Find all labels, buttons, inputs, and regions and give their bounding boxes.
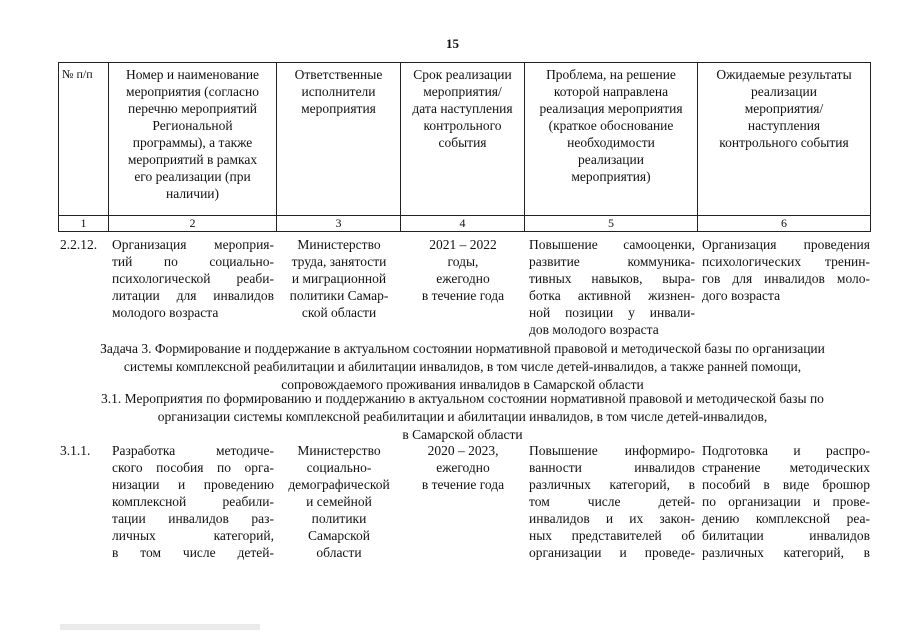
scan-artifact: [60, 624, 260, 630]
term: 2020 – 2023, ежегодно в течение года: [421, 443, 505, 492]
problem: Повышение информиро- ванности инвалидов различных категорий, в том числе детей- инвалидов и их закон- ных представителей об организации и проведе-: [529, 443, 695, 560]
header-term: Срок реализации мероприятия/ дата наступления контрольного события: [401, 63, 525, 216]
header-expected-results: Ожидаемые результаты реализации мероприятия/ наступления контрольного события: [698, 63, 871, 216]
expected-result: Подготовка и распро- странение методических пособий в виде брошюр по организации и прове- дению комплексной реа- билитации инвалидов различных категорий, в: [702, 443, 870, 560]
column-number: 4: [401, 216, 525, 232]
column-number: 6: [698, 216, 871, 232]
event-name: Организация мероприя- тий по социально- психологической реаби- литации для инвалидов молодого возраста: [112, 237, 274, 320]
section-3-1-heading: 3.1. Мероприятия по формированию и поддержанию в актуальном состоянии нормативной правовой и методической базы по организации системы комплексной реабилитации и абилитации инвалидов, в том числе детей-инвалидов, в Самарской области: [101, 391, 824, 442]
task-3-heading: Задача 3. Формирование и поддержание в актуальном состоянии нормативной правовой и методической базы по организации системы комплексной реабилитации и абилитации инвалидов, в том числе детей-инвалидов, а также ранней помощи, сопровождаемого проживания инвалидов в Самарской области: [100, 341, 825, 392]
term: 2021 – 2022 годы, ежегодно в течение года: [421, 237, 505, 303]
header-problem: Проблема, на решение которой направлена реализация мероприятия (краткое обоснование необходимости реализации мероприятия): [525, 63, 698, 216]
responsible: Министерство социально- демографической и семейной политики Самарской области: [288, 443, 390, 560]
header-event-name: Номер и наименование мероприятия (согласно перечню мероприятий Региональной программы), а также мероприятий в рамках его реализации (при наличии): [109, 63, 277, 216]
header-row: [59, 63, 871, 216]
page-number: 15: [446, 36, 459, 51]
event-name: Разработка методиче- ского пособия по орга- низации и проведению комплексной реабили- тации инвалидов раз- личных категорий, в том числе детей-: [112, 443, 274, 560]
problem: Повышение самооценки, развитие коммуника- тивных навыков, выра- ботка активной жизнен- ной позиции у инвали- дов молодого возраста: [529, 237, 695, 337]
column-number-row: [59, 216, 871, 232]
header-responsible: Ответственные исполнители мероприятия: [277, 63, 401, 216]
column-number: 1: [59, 216, 109, 232]
header-number: № п/п: [59, 63, 109, 216]
column-number: 2: [109, 216, 277, 232]
header-table: [58, 62, 871, 232]
row-number: 2.2.12.: [60, 237, 98, 252]
responsible: Министерство труда, занятости и миграционной политики Самар- ской области: [289, 237, 389, 320]
expected-result: Организация проведения психологических тренин- гов для инвалидов моло- дого возраста: [702, 237, 870, 303]
column-number: 3: [277, 216, 401, 232]
row-number: 3.1.1.: [60, 443, 91, 458]
column-number: 5: [525, 216, 698, 232]
